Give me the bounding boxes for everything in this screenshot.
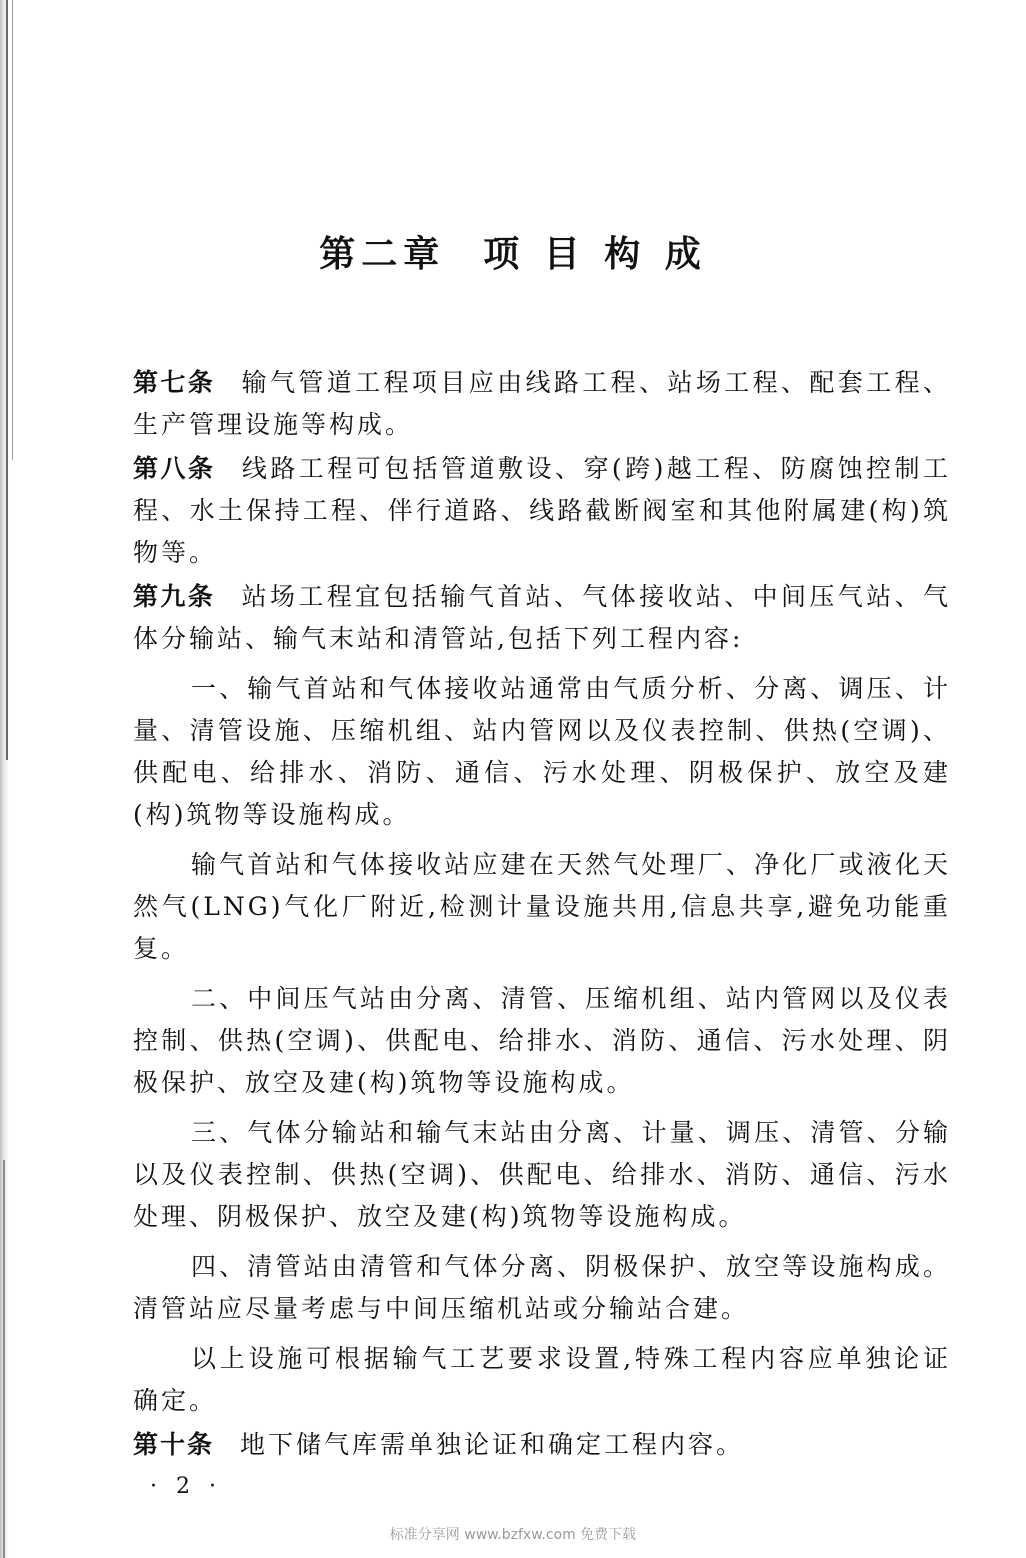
article-label: 第七条 — [133, 368, 216, 397]
article-10 — [133, 1424, 951, 1466]
article-text: 线路工程可包括管道敷设、穿(跨)越工程、防腐蚀控制工程、水土保持工程、伴行道路、线路截断阀室和其他附属建(构)筑物等。 — [133, 454, 951, 567]
article-text: 站场工程宜包括输气首站、气体接收站、中间压气站、气体分输站、输气末站和清管站,包括下列工程内容: — [133, 582, 951, 653]
item-2: 二、中间压气站由分离、清管、压缩机组、站内管网以及仪表控制、供热(空调)、供配电、给排水、消防、通信、污水处理、阴极保护、放空及建(构)筑物等设施构成。 — [133, 984, 951, 1097]
document-body — [133, 360, 951, 1466]
article-label: 第十条 — [133, 1430, 215, 1459]
chapter-number: 第二章 — [319, 234, 446, 275]
chapter-name: 项 目 构 成 — [483, 234, 707, 275]
item-3: 三、气体分输站和输气末站由分离、计量、调压、清管、分输以及仪表控制、供热(空调)、供配电、给排水、消防、通信、污水处理、阴极保护、放空及建(构)筑物等设施构成。 — [133, 1118, 951, 1231]
item-1-note: 输气首站和气体接收站应建在天然气处理厂、净化厂或液化天然气(LNG)气化厂附近,检测计量设施共用,信息共享,避免功能重复。 — [133, 850, 951, 963]
scan-line — [6, 0, 8, 760]
article-label: 第九条 — [133, 582, 216, 611]
watermark-text: 标准分享网 www.bzfxw.com 免费下载 — [389, 1527, 637, 1543]
article-8 — [133, 448, 951, 574]
article-text: 地下储气库需单独论证和确定工程内容。 — [240, 1430, 745, 1459]
item-4: 四、清管站由清管和气体分离、阴极保护、放空等设施构成。清管站应尽量考虑与中间压缩机站或分输站合建。 — [133, 1252, 951, 1323]
items-summary: 以上设施可根据输气工艺要求设置,特殊工程内容应单独论证确定。 — [133, 1344, 951, 1415]
article-text: 输气管道工程项目应由线路工程、站场工程、配套工程、生产管理设施等构成。 — [133, 368, 951, 439]
item-1: 一、输气首站和气体接收站通常由气质分析、分离、调压、计量、清管设施、压缩机组、站内管网以及仪表控制、供热(空调)、供配电、给排水、消防、通信、污水处理、阴极保护、放空及建(构)筑物等设施构成。 — [133, 674, 951, 829]
page-number: · 2 · — [150, 1474, 222, 1499]
article-label: 第八条 — [133, 454, 216, 483]
scan-line — [3, 1160, 5, 1558]
chapter-title — [0, 226, 1026, 277]
article-7 — [133, 362, 951, 446]
article-9 — [133, 576, 951, 660]
